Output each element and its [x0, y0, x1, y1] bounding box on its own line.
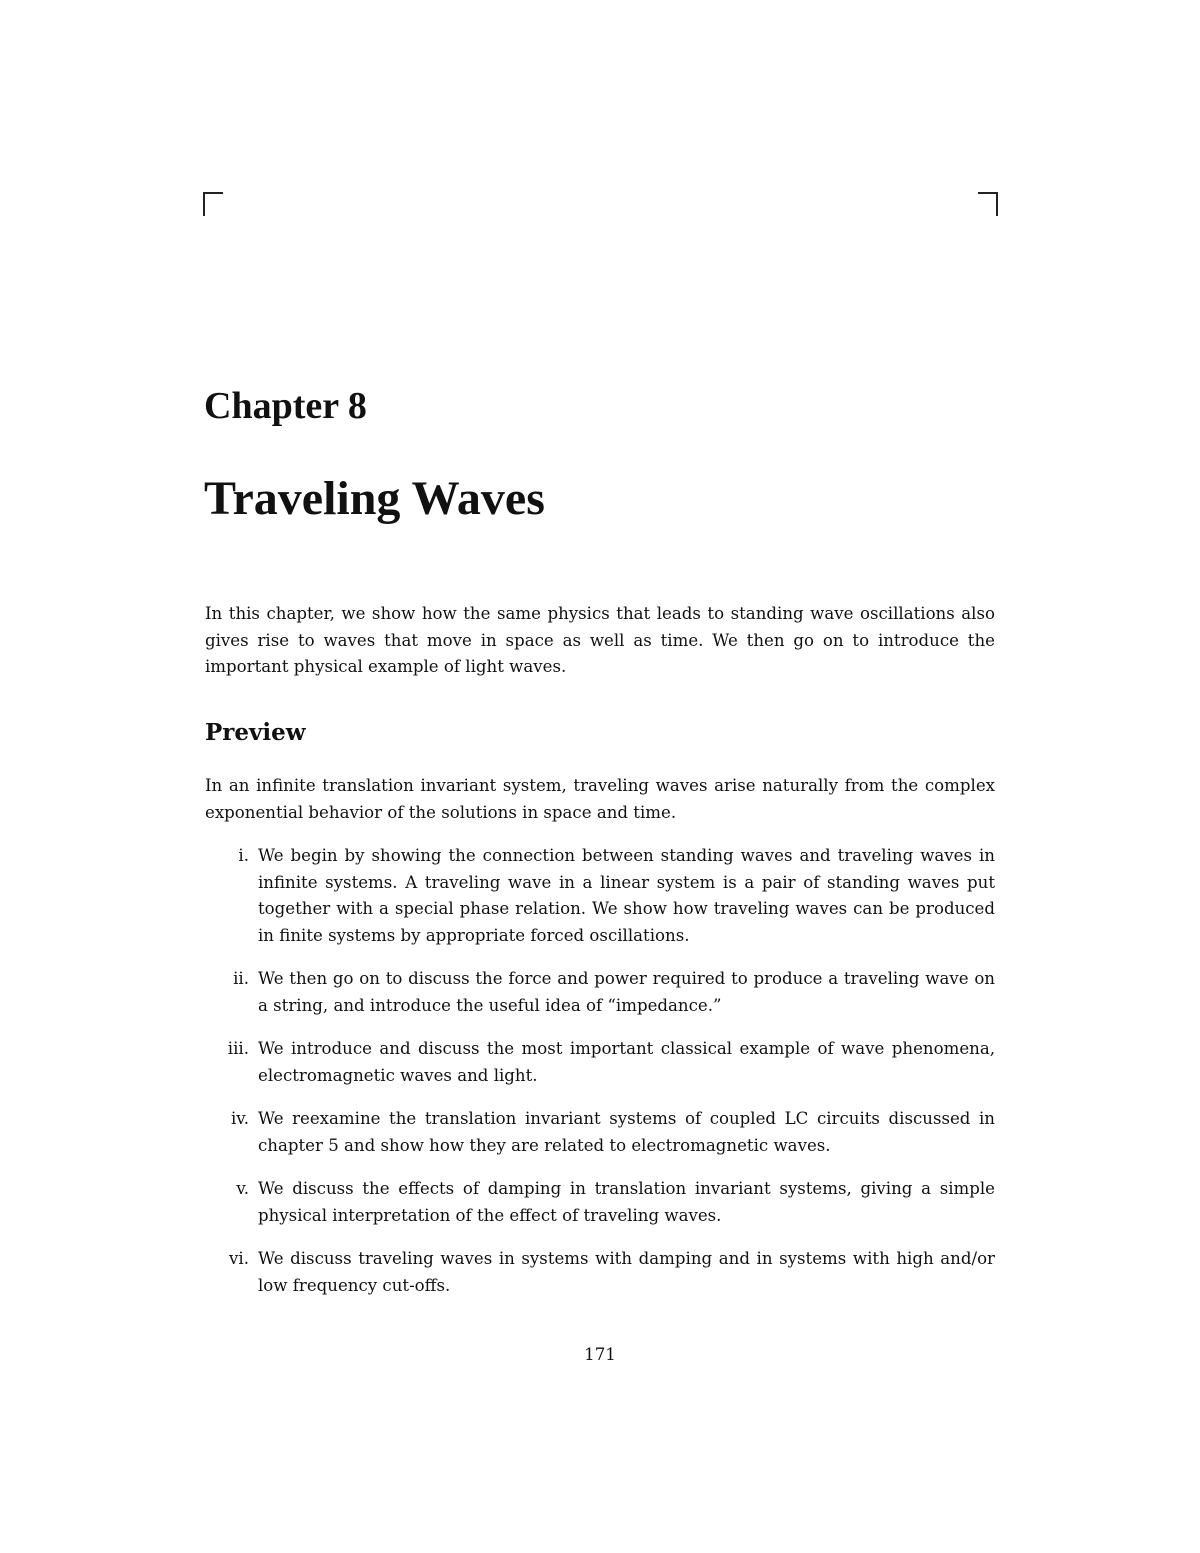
list-marker: v. [236, 1179, 249, 1198]
list-marker: vi. [229, 1249, 249, 1268]
list-marker: i. [238, 846, 249, 865]
list-marker: iv. [231, 1109, 249, 1128]
page-number: 171 [584, 1345, 616, 1364]
list-item-text: We then go on to discuss the force and power required to produce a traveling wave on a string, and introduce the useful idea of “impedance.” [258, 969, 995, 1015]
chapter-label: Chapter 8 [204, 385, 367, 427]
list-item-text: We introduce and discuss the most important classical example of wave phenomena, electromagnetic waves and light. [258, 1039, 995, 1085]
crop-mark-top-left [203, 192, 223, 216]
chapter-title: Traveling Waves [204, 472, 545, 525]
list-item-text: We discuss the effects of damping in translation invariant systems, giving a simple physical interpretation of the effect of traveling waves. [258, 1179, 995, 1225]
preview-paragraph: In an infinite translation invariant system, traveling waves arise naturally from the complex exponential behavior of the solutions in space and time. [205, 776, 995, 822]
list-item [205, 1036, 995, 1089]
list-item [205, 843, 995, 949]
crop-mark-top-right [978, 192, 998, 216]
list-item [205, 1246, 995, 1299]
list-item [205, 1176, 995, 1229]
list-item [205, 1106, 995, 1159]
section-heading-preview: Preview [205, 719, 306, 746]
preview-list [205, 843, 995, 1316]
intro-paragraph: In this chapter, we show how the same physics that leads to standing wave oscillations also gives rise to waves that move in space as well as time. We then go on to introduce the important physical example of light waves. [205, 604, 995, 676]
list-item-text: We discuss traveling waves in systems with damping and in systems with high and/or low frequency cut-offs. [258, 1249, 995, 1295]
list-marker: ii. [233, 969, 249, 988]
list-marker: iii. [227, 1039, 249, 1058]
list-item-text: We begin by showing the connection between standing waves and traveling waves in infinite systems. A traveling wave in a linear system is a pair of standing waves put together with a special phase relation. We show how traveling waves can be produced in finite systems by appropriate forced oscillations. [258, 846, 995, 945]
list-item [205, 966, 995, 1019]
list-item-text: We reexamine the translation invariant systems of coupled LC circuits discussed in chapter 5 and show how they are related to electromagnetic waves. [258, 1109, 995, 1155]
